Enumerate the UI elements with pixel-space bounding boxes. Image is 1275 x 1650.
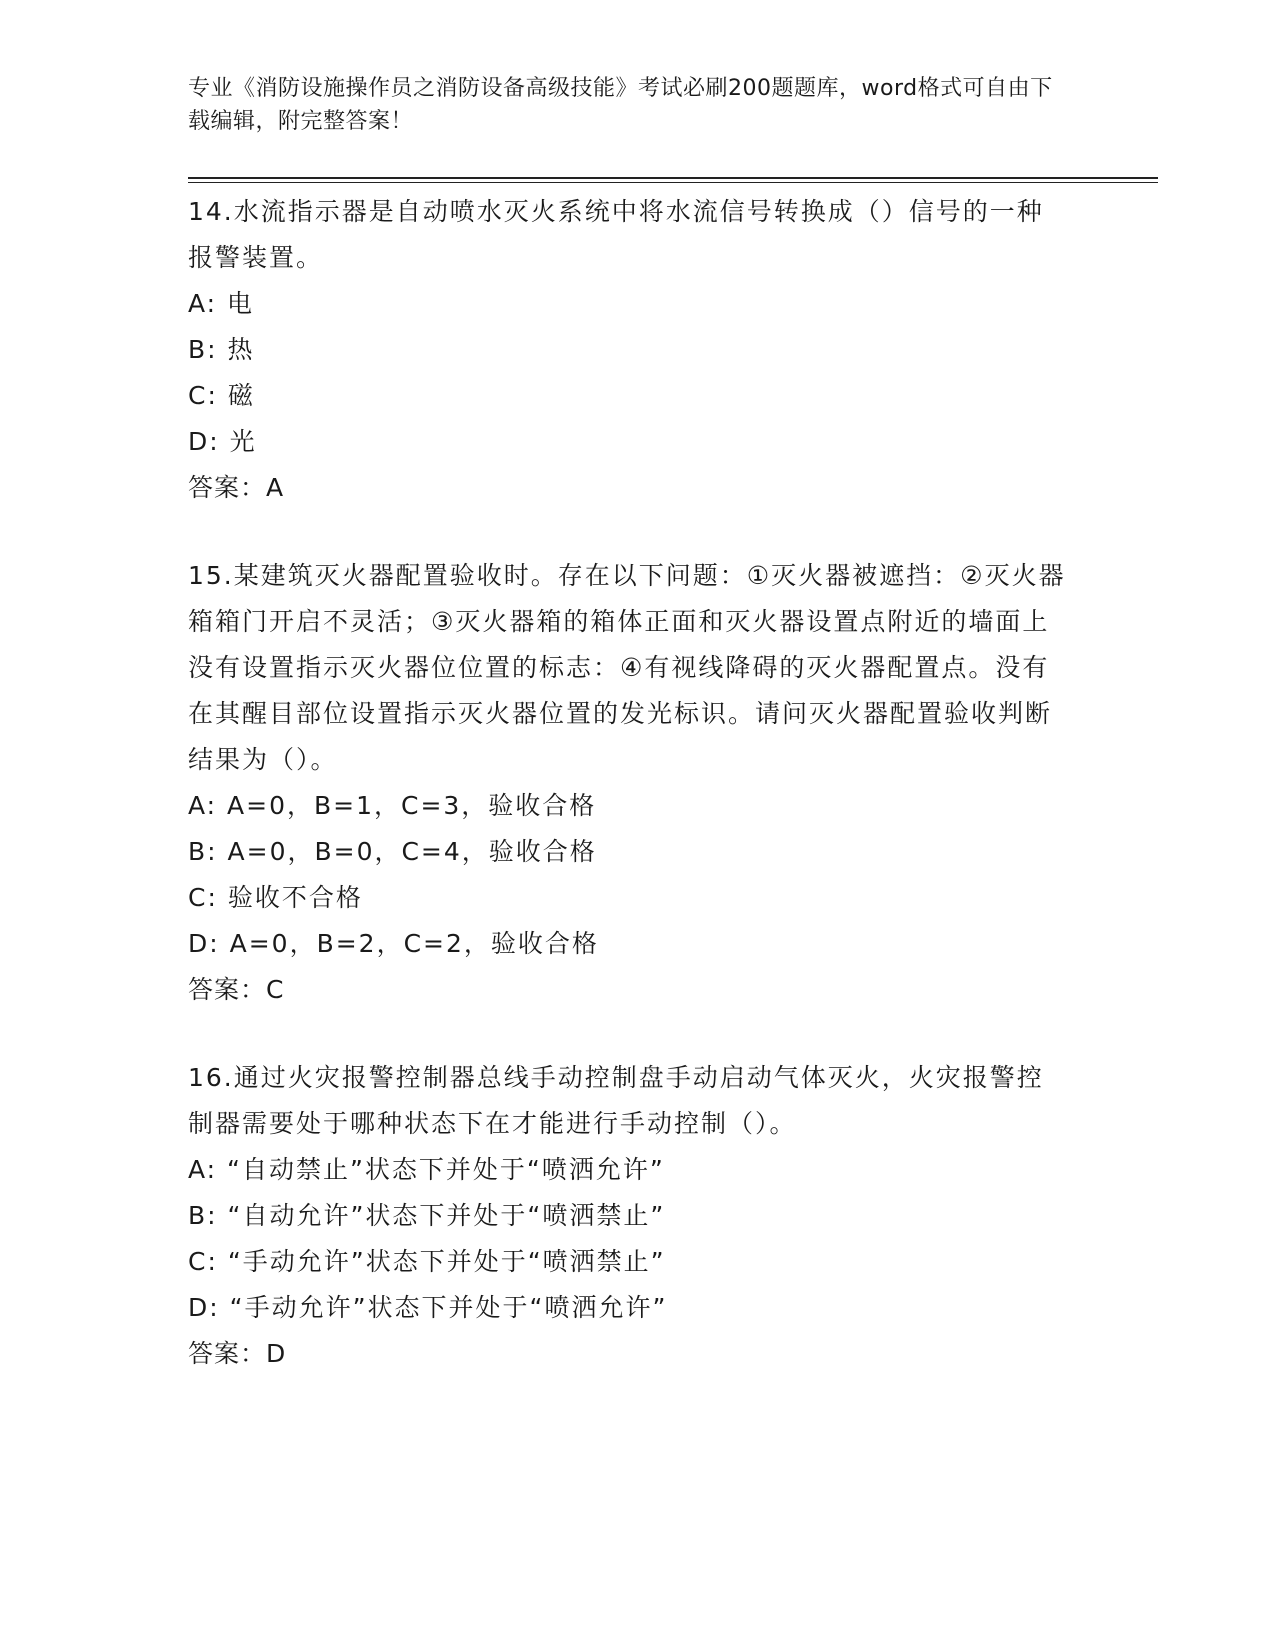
option-a: A: “自动禁止”状态下并处于“喷洒允许” (188, 1155, 665, 1184)
header-divider-thin (188, 182, 1158, 183)
question-15 (188, 553, 1068, 1013)
option-d: D: 光 (188, 427, 257, 456)
answer: 答案：D (188, 1339, 287, 1368)
document-header (188, 72, 1068, 138)
question-stem: 14.水流指示器是自动喷水灭火系统中将水流信号转换成（）信号的一种报警装置。 (188, 197, 1044, 272)
question-14 (188, 189, 1068, 511)
option-a: A: A=0，B=1，C=3，验收合格 (188, 791, 597, 820)
option-b: B: A=0，B=0，C=4，验收合格 (188, 837, 597, 866)
option-a: A: 电 (188, 289, 255, 318)
answer: 答案：C (188, 975, 285, 1004)
option-c: C: 磁 (188, 381, 255, 410)
option-c: C: “手动允许”状态下并处于“喷洒禁止” (188, 1247, 666, 1276)
option-d: D: A=0，B=2，C=2，验收合格 (188, 929, 599, 958)
question-16 (188, 1055, 1068, 1377)
question-stem: 16.通过火灾报警控制器总线手动控制盘手动启动气体灭火，火灾报警控制器需要处于哪种状态下在才能进行手动控制（）。 (188, 1063, 1044, 1138)
question-stem: 15.某建筑灭火器配置验收时。存在以下问题：①灭火器被遮挡：②灭火器箱箱门开启不灵活；③灭火器箱的箱体正面和灭火器设置点附近的墙面上没有设置指示灭火器位位置的标志：④有视线降碍的灭火器配置点。没有在其醒目部位设置指示灭火器位置的发光标识。请问灭火器配置验收判断结果为（）。 (188, 561, 1066, 774)
option-d: D: “手动允许”状态下并处于“喷洒允许” (188, 1293, 668, 1322)
option-c: C: 验收不合格 (188, 883, 363, 912)
answer: 答案：A (188, 473, 285, 502)
option-b: B: “自动允许”状态下并处于“喷洒禁止” (188, 1201, 666, 1230)
header-title: 专业《消防设施操作员之消防设备高级技能》考试必刷200题题库，word格式可自由下载编辑，附完整答案！ (188, 76, 1053, 134)
header-divider-thick (188, 177, 1158, 179)
option-b: B: 热 (188, 335, 255, 364)
